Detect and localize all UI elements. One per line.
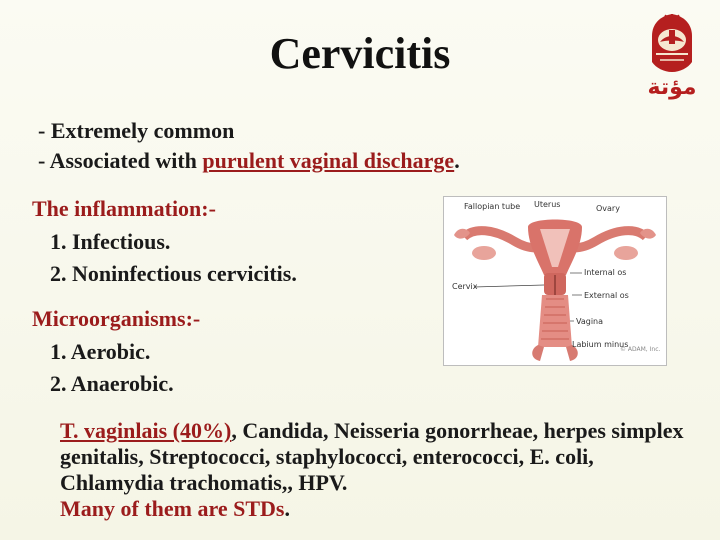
slide-title: Cervicitis (269, 29, 451, 78)
inflammation-item-1: 1. Infectious. (50, 229, 171, 254)
inflammation-heading: The inflammation:- (32, 196, 216, 221)
label-internal-os: Internal os (584, 268, 627, 277)
organisms-paragraph: T. vaginlais (40%), Candida, Neisseria gonorrheae, herpes simplex genitalis, Streptococci, staphylococci, enterococci, E. coli, Chlamydia trachomatis,, HPV. Many of them are STDs. (60, 418, 684, 521)
label-external-os: External os (584, 291, 629, 300)
label-fallopian: Fallopian tube (464, 202, 521, 211)
label-cervix: Cervix (452, 282, 478, 291)
label-credit: © ADAM, Inc. (620, 346, 661, 353)
microorganisms-heading: Microorganisms:- (32, 306, 201, 331)
label-vagina: Vagina (576, 317, 604, 326)
label-uterus: Uterus (534, 200, 561, 209)
t-vaginalis-highlight: T. vaginlais (40%) (60, 418, 232, 443)
label-ovary: Ovary (596, 204, 620, 213)
uterus-diagram (443, 196, 667, 366)
std-note: Many of them are STDs (60, 496, 285, 521)
discharge-highlight: purulent vaginal discharge (202, 148, 455, 173)
bullet-1: - Extremely common (38, 118, 235, 143)
logo-text: مؤتة (647, 75, 697, 100)
microorganisms-item-2: 2. Anaerobic. (50, 371, 174, 396)
inflammation-item-2: 2. Noninfectious cervicitis. (50, 261, 297, 286)
university-logo (636, 10, 708, 100)
label-labium: Labium minus (572, 340, 629, 349)
bullet-2: - Associated with purulent vaginal discharge. (38, 148, 460, 173)
microorganisms-item-1: 1. Aerobic. (50, 339, 151, 364)
